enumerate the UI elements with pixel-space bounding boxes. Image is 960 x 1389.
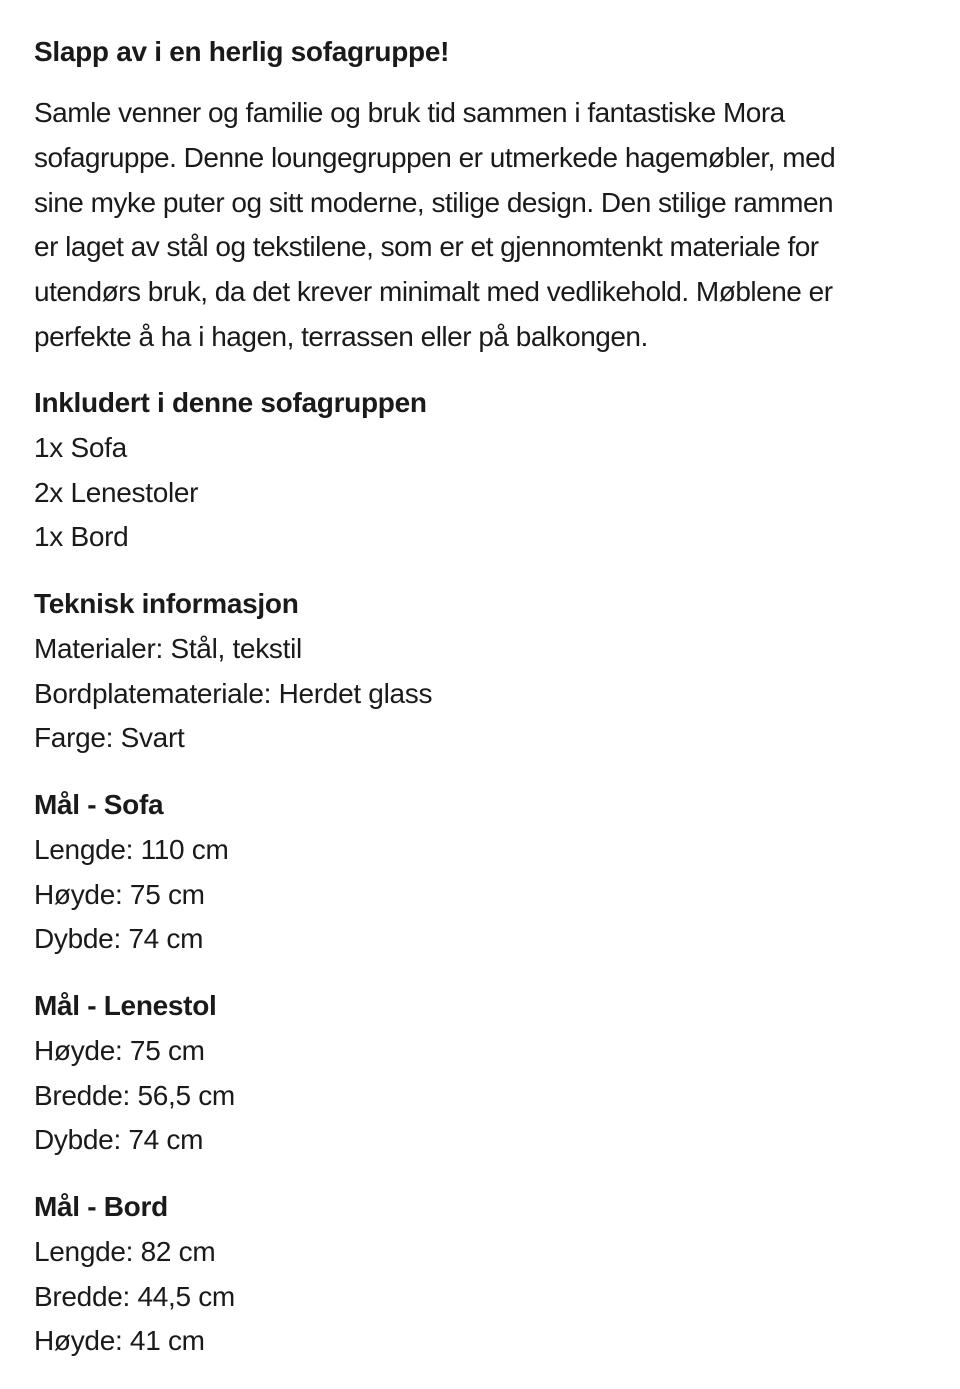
included-item: 2x Lenestoler	[34, 476, 199, 508]
dimension-row: Dybde: 74 cm	[34, 1124, 204, 1156]
included-item: 1x Bord	[34, 521, 129, 553]
dimension-row: Høyde: 41 cm	[34, 1325, 205, 1357]
dimension-row: Bredde: 44,5 cm	[34, 1280, 235, 1312]
dimension-row: Høyde: 75 cm	[34, 1034, 205, 1066]
intro-line: Samle venner og familie og bruk tid sammen i fantastiske Mora	[34, 97, 785, 128]
dimension-row: Høyde: 75 cm	[34, 878, 205, 910]
intro-line: er laget av stål og tekstilene, som er et gjennomtenkt materiale for	[34, 231, 819, 263]
spec-row: Farge: Svart	[34, 722, 185, 754]
dimension-row: Bredde: 56,5 cm	[34, 1079, 235, 1111]
included-item: 1x Sofa	[34, 431, 127, 463]
page-title: Slapp av i en herlig sofagruppe!	[34, 36, 450, 67]
section-dimensions-armchair	[34, 984, 235, 1163]
intro-line: sine myke puter og sitt moderne, stilige design. Den stilige rammen	[34, 186, 834, 218]
intro-line: perfekte å ha i hagen, terrassen eller på balkongen.	[34, 320, 648, 352]
section-heading: Mål - Sofa	[34, 789, 164, 820]
section-heading: Mål - Lenestol	[34, 990, 217, 1021]
section-dimensions-sofa	[34, 783, 229, 962]
intro-line: utendørs bruk, da det krever minimalt med vedlikehold. Møblene er	[34, 276, 833, 308]
dimension-row: Lengde: 110 cm	[34, 833, 229, 865]
spec-row: Bordplatemateriale: Herdet glass	[34, 677, 433, 709]
section-technical-info	[34, 582, 432, 761]
section-included-items	[34, 381, 427, 560]
section-dimensions-table	[34, 1185, 235, 1364]
intro-paragraph	[34, 91, 934, 360]
section-heading: Inkludert i denne sofagruppen	[34, 387, 427, 418]
section-heading: Teknisk informasjon	[34, 588, 299, 619]
section-heading: Mål - Bord	[34, 1191, 168, 1222]
spec-row: Materialer: Stål, tekstil	[34, 632, 302, 664]
intro-line: sofagruppe. Denne loungegruppen er utmerkede hagemøbler, med	[34, 141, 836, 173]
dimension-row: Dybde: 74 cm	[34, 923, 204, 955]
dimension-row: Lengde: 82 cm	[34, 1235, 216, 1267]
